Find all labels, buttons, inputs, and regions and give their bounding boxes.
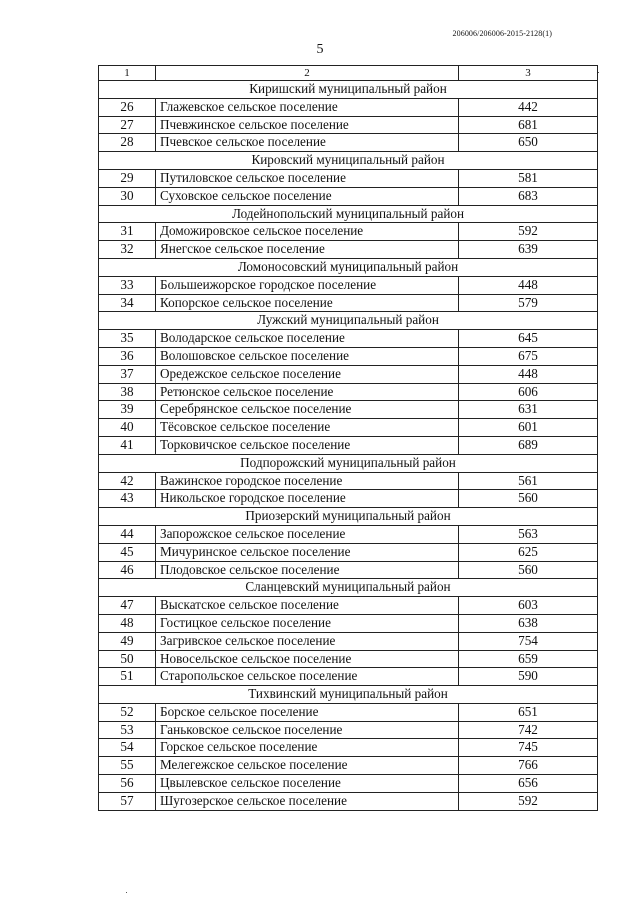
district-name: Сланцевский муниципальный район bbox=[99, 579, 598, 597]
district-row bbox=[99, 686, 598, 704]
settlement-value: 592 bbox=[459, 792, 598, 810]
settlements-table bbox=[98, 65, 598, 811]
row-number: 29 bbox=[99, 169, 156, 187]
settlement-name: Плодовское сельское поселение bbox=[156, 561, 459, 579]
settlement-name: Пчевжинское сельское поселение bbox=[156, 116, 459, 134]
row-number: 47 bbox=[99, 597, 156, 615]
settlement-value: 560 bbox=[459, 561, 598, 579]
settlement-name: Никольское городское поселение bbox=[156, 490, 459, 508]
settlement-value: 766 bbox=[459, 757, 598, 775]
district-name: Ломоносовский муниципальный район bbox=[99, 258, 598, 276]
row-number: 43 bbox=[99, 490, 156, 508]
settlement-name: Копорское сельское поселение bbox=[156, 294, 459, 312]
settlement-name: Оредежское сельское поселение bbox=[156, 365, 459, 383]
row-number: 55 bbox=[99, 757, 156, 775]
settlement-value: 563 bbox=[459, 525, 598, 543]
settlement-name: Торковичское сельское поселение bbox=[156, 436, 459, 454]
column-header-3: 3 bbox=[459, 66, 598, 81]
table-row bbox=[99, 561, 598, 579]
table-header-row bbox=[99, 66, 598, 81]
settlement-value: 625 bbox=[459, 543, 598, 561]
settlement-value: 651 bbox=[459, 703, 598, 721]
table-row bbox=[99, 294, 598, 312]
settlement-name: Цвылевское сельское поселение bbox=[156, 775, 459, 793]
settlement-name: Большеижорское городское поселение bbox=[156, 276, 459, 294]
settlement-value: 639 bbox=[459, 241, 598, 259]
district-name: Лужский муниципальный район bbox=[99, 312, 598, 330]
settlement-name: Янегское сельское поселение bbox=[156, 241, 459, 259]
district-row bbox=[99, 81, 598, 99]
table-row bbox=[99, 668, 598, 686]
settlement-value: 592 bbox=[459, 223, 598, 241]
row-number: 26 bbox=[99, 98, 156, 116]
row-number: 31 bbox=[99, 223, 156, 241]
table-row bbox=[99, 116, 598, 134]
settlement-name: Ретюнское сельское поселение bbox=[156, 383, 459, 401]
settlement-value: 689 bbox=[459, 436, 598, 454]
settlement-value: 745 bbox=[459, 739, 598, 757]
district-name: Подпорожский муниципальный район bbox=[99, 454, 598, 472]
table-row bbox=[99, 757, 598, 775]
settlement-name: Володарское сельское поселение bbox=[156, 330, 459, 348]
settlement-name: Важинское городское поселение bbox=[156, 472, 459, 490]
row-number: 49 bbox=[99, 632, 156, 650]
district-name: Киришский муниципальный район bbox=[99, 81, 598, 99]
table-row bbox=[99, 543, 598, 561]
table-body bbox=[99, 66, 598, 811]
settlement-name: Мелегежское сельское поселение bbox=[156, 757, 459, 775]
table-row bbox=[99, 739, 598, 757]
table-row bbox=[99, 703, 598, 721]
district-row bbox=[99, 508, 598, 526]
district-name: Тихвинский муниципальный район bbox=[99, 686, 598, 704]
district-name: Приозерский муниципальный район bbox=[99, 508, 598, 526]
settlement-value: 638 bbox=[459, 614, 598, 632]
settlement-name: Глажевское сельское поселение bbox=[156, 98, 459, 116]
scan-speck bbox=[126, 892, 127, 893]
district-row bbox=[99, 454, 598, 472]
row-number: 56 bbox=[99, 775, 156, 793]
settlement-value: 442 bbox=[459, 98, 598, 116]
row-number: 50 bbox=[99, 650, 156, 668]
settlement-value: 561 bbox=[459, 472, 598, 490]
table-row bbox=[99, 614, 598, 632]
row-number: 37 bbox=[99, 365, 156, 383]
settlement-value: 448 bbox=[459, 276, 598, 294]
table-row bbox=[99, 401, 598, 419]
district-row bbox=[99, 205, 598, 223]
row-number: 44 bbox=[99, 525, 156, 543]
row-number: 36 bbox=[99, 347, 156, 365]
settlement-value: 675 bbox=[459, 347, 598, 365]
row-number: 57 bbox=[99, 792, 156, 810]
table-row bbox=[99, 241, 598, 259]
settlement-value: 606 bbox=[459, 383, 598, 401]
column-header-1: 1 bbox=[99, 66, 156, 81]
row-number: 54 bbox=[99, 739, 156, 757]
settlement-value: 656 bbox=[459, 775, 598, 793]
settlement-name: Путиловское сельское поселение bbox=[156, 169, 459, 187]
district-name: Кировский муниципальный район bbox=[99, 152, 598, 170]
table-row bbox=[99, 632, 598, 650]
scan-speck bbox=[598, 72, 599, 73]
settlement-value: 581 bbox=[459, 169, 598, 187]
table-row bbox=[99, 525, 598, 543]
page-number: 5 bbox=[316, 42, 324, 57]
settlement-value: 603 bbox=[459, 597, 598, 615]
row-number: 30 bbox=[99, 187, 156, 205]
settlement-value: 754 bbox=[459, 632, 598, 650]
table-row bbox=[99, 775, 598, 793]
settlement-value: 683 bbox=[459, 187, 598, 205]
table-row bbox=[99, 721, 598, 739]
row-number: 39 bbox=[99, 401, 156, 419]
settlement-value: 681 bbox=[459, 116, 598, 134]
table-row bbox=[99, 436, 598, 454]
table-row bbox=[99, 365, 598, 383]
settlement-name: Загривское сельское поселение bbox=[156, 632, 459, 650]
table-row bbox=[99, 472, 598, 490]
row-number: 40 bbox=[99, 419, 156, 437]
row-number: 28 bbox=[99, 134, 156, 152]
table-row bbox=[99, 597, 598, 615]
row-number: 27 bbox=[99, 116, 156, 134]
document-id: 206006/206006-2015-2128(1) bbox=[452, 29, 552, 38]
settlement-value: 448 bbox=[459, 365, 598, 383]
settlement-name: Борское сельское поселение bbox=[156, 703, 459, 721]
row-number: 38 bbox=[99, 383, 156, 401]
settlement-value: 645 bbox=[459, 330, 598, 348]
table-row bbox=[99, 383, 598, 401]
table-row bbox=[99, 347, 598, 365]
row-number: 53 bbox=[99, 721, 156, 739]
settlement-name: Старопольское сельское поселение bbox=[156, 668, 459, 686]
settlement-name: Ганьковское сельское поселение bbox=[156, 721, 459, 739]
settlement-name: Мичуринское сельское поселение bbox=[156, 543, 459, 561]
row-number: 48 bbox=[99, 614, 156, 632]
row-number: 34 bbox=[99, 294, 156, 312]
table-row bbox=[99, 792, 598, 810]
settlement-value: 742 bbox=[459, 721, 598, 739]
table-row bbox=[99, 490, 598, 508]
row-number: 46 bbox=[99, 561, 156, 579]
settlement-name: Волошовское сельское поселение bbox=[156, 347, 459, 365]
table-row bbox=[99, 276, 598, 294]
table-row bbox=[99, 187, 598, 205]
row-number: 52 bbox=[99, 703, 156, 721]
district-name: Лодейнопольский муниципальный район bbox=[99, 205, 598, 223]
table-row bbox=[99, 419, 598, 437]
settlement-name: Серебрянское сельское поселение bbox=[156, 401, 459, 419]
row-number: 33 bbox=[99, 276, 156, 294]
table-row bbox=[99, 134, 598, 152]
district-row bbox=[99, 312, 598, 330]
row-number: 32 bbox=[99, 241, 156, 259]
column-header-2: 2 bbox=[156, 66, 459, 81]
row-number: 35 bbox=[99, 330, 156, 348]
settlement-value: 650 bbox=[459, 134, 598, 152]
settlement-name: Тёсовское сельское поселение bbox=[156, 419, 459, 437]
row-number: 51 bbox=[99, 668, 156, 686]
table-row bbox=[99, 98, 598, 116]
settlement-name: Горское сельское поселение bbox=[156, 739, 459, 757]
district-row bbox=[99, 152, 598, 170]
settlement-value: 590 bbox=[459, 668, 598, 686]
settlement-value: 631 bbox=[459, 401, 598, 419]
row-number: 45 bbox=[99, 543, 156, 561]
settlement-value: 601 bbox=[459, 419, 598, 437]
settlement-value: 579 bbox=[459, 294, 598, 312]
district-row bbox=[99, 579, 598, 597]
table-row bbox=[99, 223, 598, 241]
row-number: 41 bbox=[99, 436, 156, 454]
table-row bbox=[99, 330, 598, 348]
settlement-name: Пчевское сельское поселение bbox=[156, 134, 459, 152]
settlement-value: 659 bbox=[459, 650, 598, 668]
settlement-name: Новосельское сельское поселение bbox=[156, 650, 459, 668]
settlement-name: Суховское сельское поселение bbox=[156, 187, 459, 205]
settlement-name: Шугозерское сельское поселение bbox=[156, 792, 459, 810]
settlement-name: Гостицкое сельское поселение bbox=[156, 614, 459, 632]
settlement-name: Доможировское сельское поселение bbox=[156, 223, 459, 241]
table-row bbox=[99, 650, 598, 668]
settlement-name: Запорожское сельское поселение bbox=[156, 525, 459, 543]
settlement-name: Выскатское сельское поселение bbox=[156, 597, 459, 615]
district-row bbox=[99, 258, 598, 276]
settlement-value: 560 bbox=[459, 490, 598, 508]
row-number: 42 bbox=[99, 472, 156, 490]
table-row bbox=[99, 169, 598, 187]
